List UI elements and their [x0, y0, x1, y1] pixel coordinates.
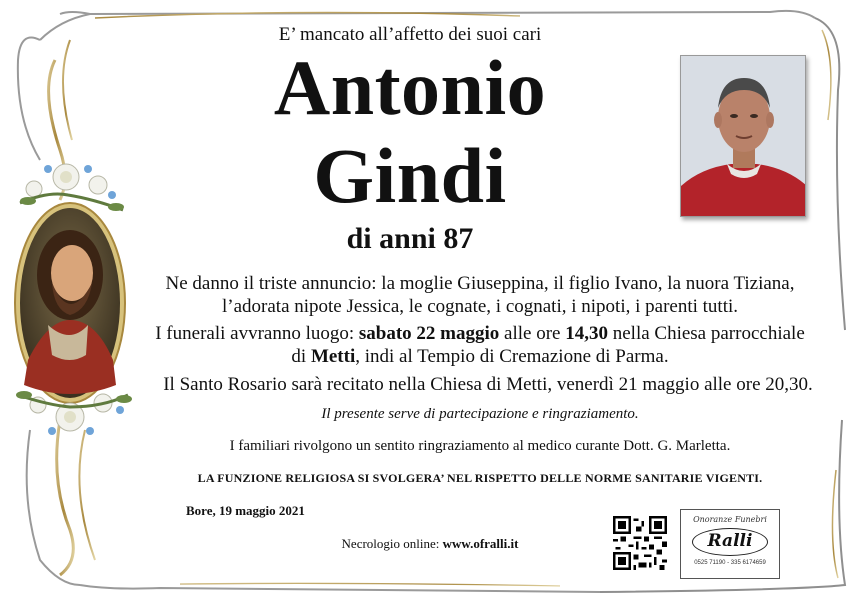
online-obituary	[320, 536, 540, 552]
funeral-home-logo	[680, 509, 780, 579]
religious-portrait-icon	[8, 155, 138, 445]
health-rules-notice: LA FUNZIONE RELIGIOSA SI SVOLGERA’ NEL RISPETTO DELLE NORME SANITARIE VIGENTI.	[197, 471, 763, 485]
funeral-home-phone: 0525 71190 - 335 6174659	[694, 560, 766, 566]
qr-code-icon[interactable]	[613, 516, 667, 570]
place-date: Bore, 19 maggio 2021	[186, 503, 305, 518]
funeral-home-label: Onoranze Funebri	[693, 515, 767, 524]
deceased-last-name: Gindi	[313, 132, 507, 219]
funeral-day: sabato 22 maggio	[358, 323, 500, 344]
funeral-text-d: di	[291, 346, 311, 367]
funeral-time: 14,30	[565, 323, 608, 344]
rosary-notice: Il Santo Rosario sarà recitato nella Chiesa di Metti, venerdì 21 maggio alle ore 20,30.	[163, 374, 813, 395]
portrait-icon	[681, 56, 806, 217]
deceased-first-name: Antonio	[273, 44, 547, 131]
funeral-details	[140, 322, 820, 368]
participation-notice: Il presente serve di partecipazione e ringraziamento.	[321, 406, 639, 422]
funeral-text-a: I funerali avvranno luogo:	[155, 323, 359, 344]
deceased-photo	[680, 55, 806, 217]
deceased-age: di anni 87	[346, 222, 474, 255]
funeral-text-b: alle ore	[499, 323, 566, 344]
family-announcement	[140, 272, 820, 318]
funeral-place: Metti	[310, 346, 356, 367]
family-line-2: l’adorata nipote Jessica, le cognate, i cognati, i nipoti, i parenti tutti.	[221, 296, 738, 317]
intro-text: E’ mancato all’affetto dei suoi cari	[278, 24, 542, 45]
thanks-text: I familiari rivolgono un sentito ringraziamento al medico curante Dott. G. Marletta.	[229, 438, 731, 454]
funeral-text-e: , indi al Tempio di Cremazione di Parma.	[355, 346, 669, 367]
family-line-1: Ne danno il triste annuncio: la moglie Giuseppina, il figlio Ivano, la nuora Tiziana,	[165, 273, 795, 294]
online-label: Necrologio online:	[341, 536, 443, 551]
funeral-text-c: nella Chiesa parrocchiale	[607, 323, 805, 344]
funeral-home-name: Ralli	[692, 528, 768, 556]
online-url-link[interactable]: www.ofralli.it	[442, 536, 519, 551]
